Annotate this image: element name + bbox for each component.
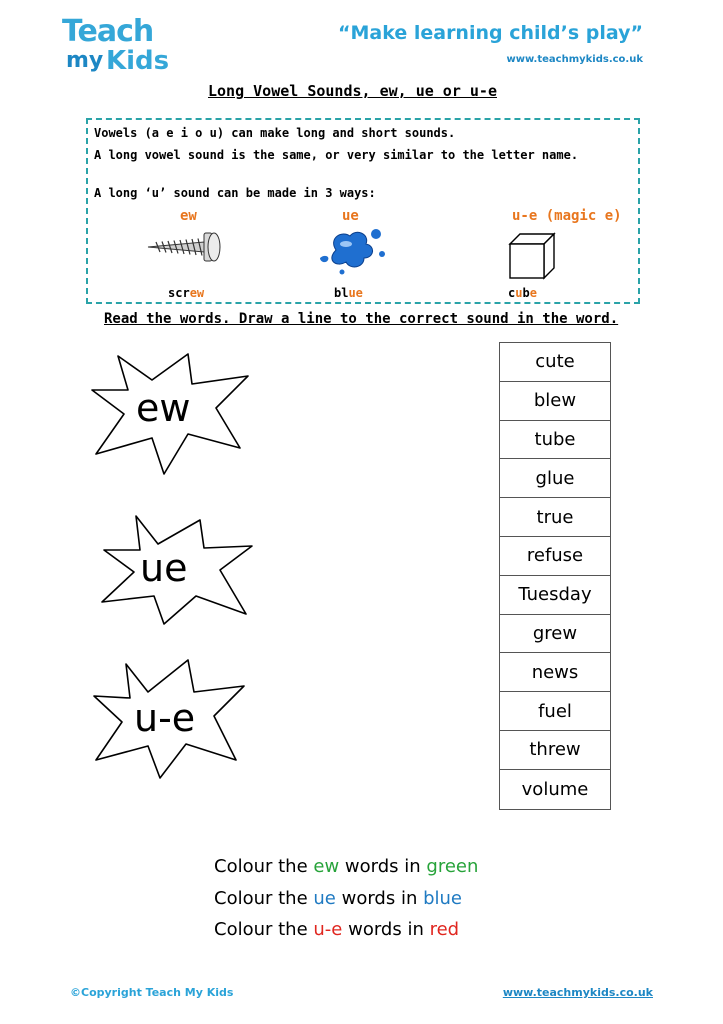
sound-label-u-e: u-e (magic e) — [512, 208, 622, 224]
word-cell[interactable]: refuse — [500, 537, 610, 576]
word-cell[interactable]: Tuesday — [500, 576, 610, 615]
tagline: “Make learning child’s play” — [338, 22, 643, 44]
word-cell[interactable]: volume — [521, 778, 589, 800]
page-title: Long Vowel Sounds, ew, ue or u-e — [208, 82, 497, 100]
sound-label-ue: ue — [342, 208, 359, 224]
word-cell[interactable]: tube — [500, 421, 610, 460]
sound-label-ew: ew — [180, 208, 197, 224]
logo-kids-text: Kids — [106, 46, 170, 76]
colour-instruction-ew: Colour the ew words in green — [214, 856, 479, 877]
splat-label-ew: ew — [136, 386, 191, 430]
word-cell[interactable]: threw — [500, 731, 610, 770]
example-cube: cube — [508, 286, 537, 300]
splat-label-ue: ue — [140, 546, 188, 590]
header-site-link[interactable]: www.teachmykids.co.uk — [506, 54, 643, 65]
info-box — [86, 118, 640, 304]
teach-my-kids-logo — [62, 14, 172, 76]
logo-teach-text: Teach — [62, 14, 154, 49]
example-screw: screw — [168, 286, 205, 300]
cube-icon — [506, 230, 558, 282]
footer-copyright: ©Copyright Teach My Kids — [70, 986, 234, 999]
colour-instruction-ue: Colour the ue words in blue — [214, 888, 462, 909]
word-cell[interactable]: grew — [500, 615, 610, 654]
colour-instruction-u-e: Colour the u-e words in red — [214, 919, 460, 940]
word-cell[interactable]: news — [500, 653, 610, 692]
info-line-2: A long vowel sound is the same, or very similar to the letter name. — [94, 148, 579, 162]
instruction: Read the words. Draw a line to the correct sound in the word. — [104, 311, 619, 327]
splat-label-u-e: u-e — [134, 696, 196, 740]
info-line-3: A long ‘u’ sound can be made in 3 ways: — [94, 186, 376, 200]
word-list — [499, 342, 611, 810]
example-blue: blue — [334, 286, 363, 300]
word-cell[interactable]: cute — [500, 343, 610, 382]
splat-icon — [316, 224, 388, 276]
info-line-1: Vowels (a e i o u) can make long and short sounds. — [94, 126, 456, 140]
screw-icon — [144, 230, 224, 264]
logo-my-text: my — [66, 48, 104, 73]
footer-site-link[interactable]: www.teachmykids.co.uk — [502, 986, 653, 999]
word-cell[interactable]: glue — [500, 459, 610, 498]
word-cell[interactable]: fuel — [500, 692, 610, 731]
word-cell[interactable]: blew — [500, 382, 610, 421]
word-cell[interactable]: true — [500, 498, 610, 537]
